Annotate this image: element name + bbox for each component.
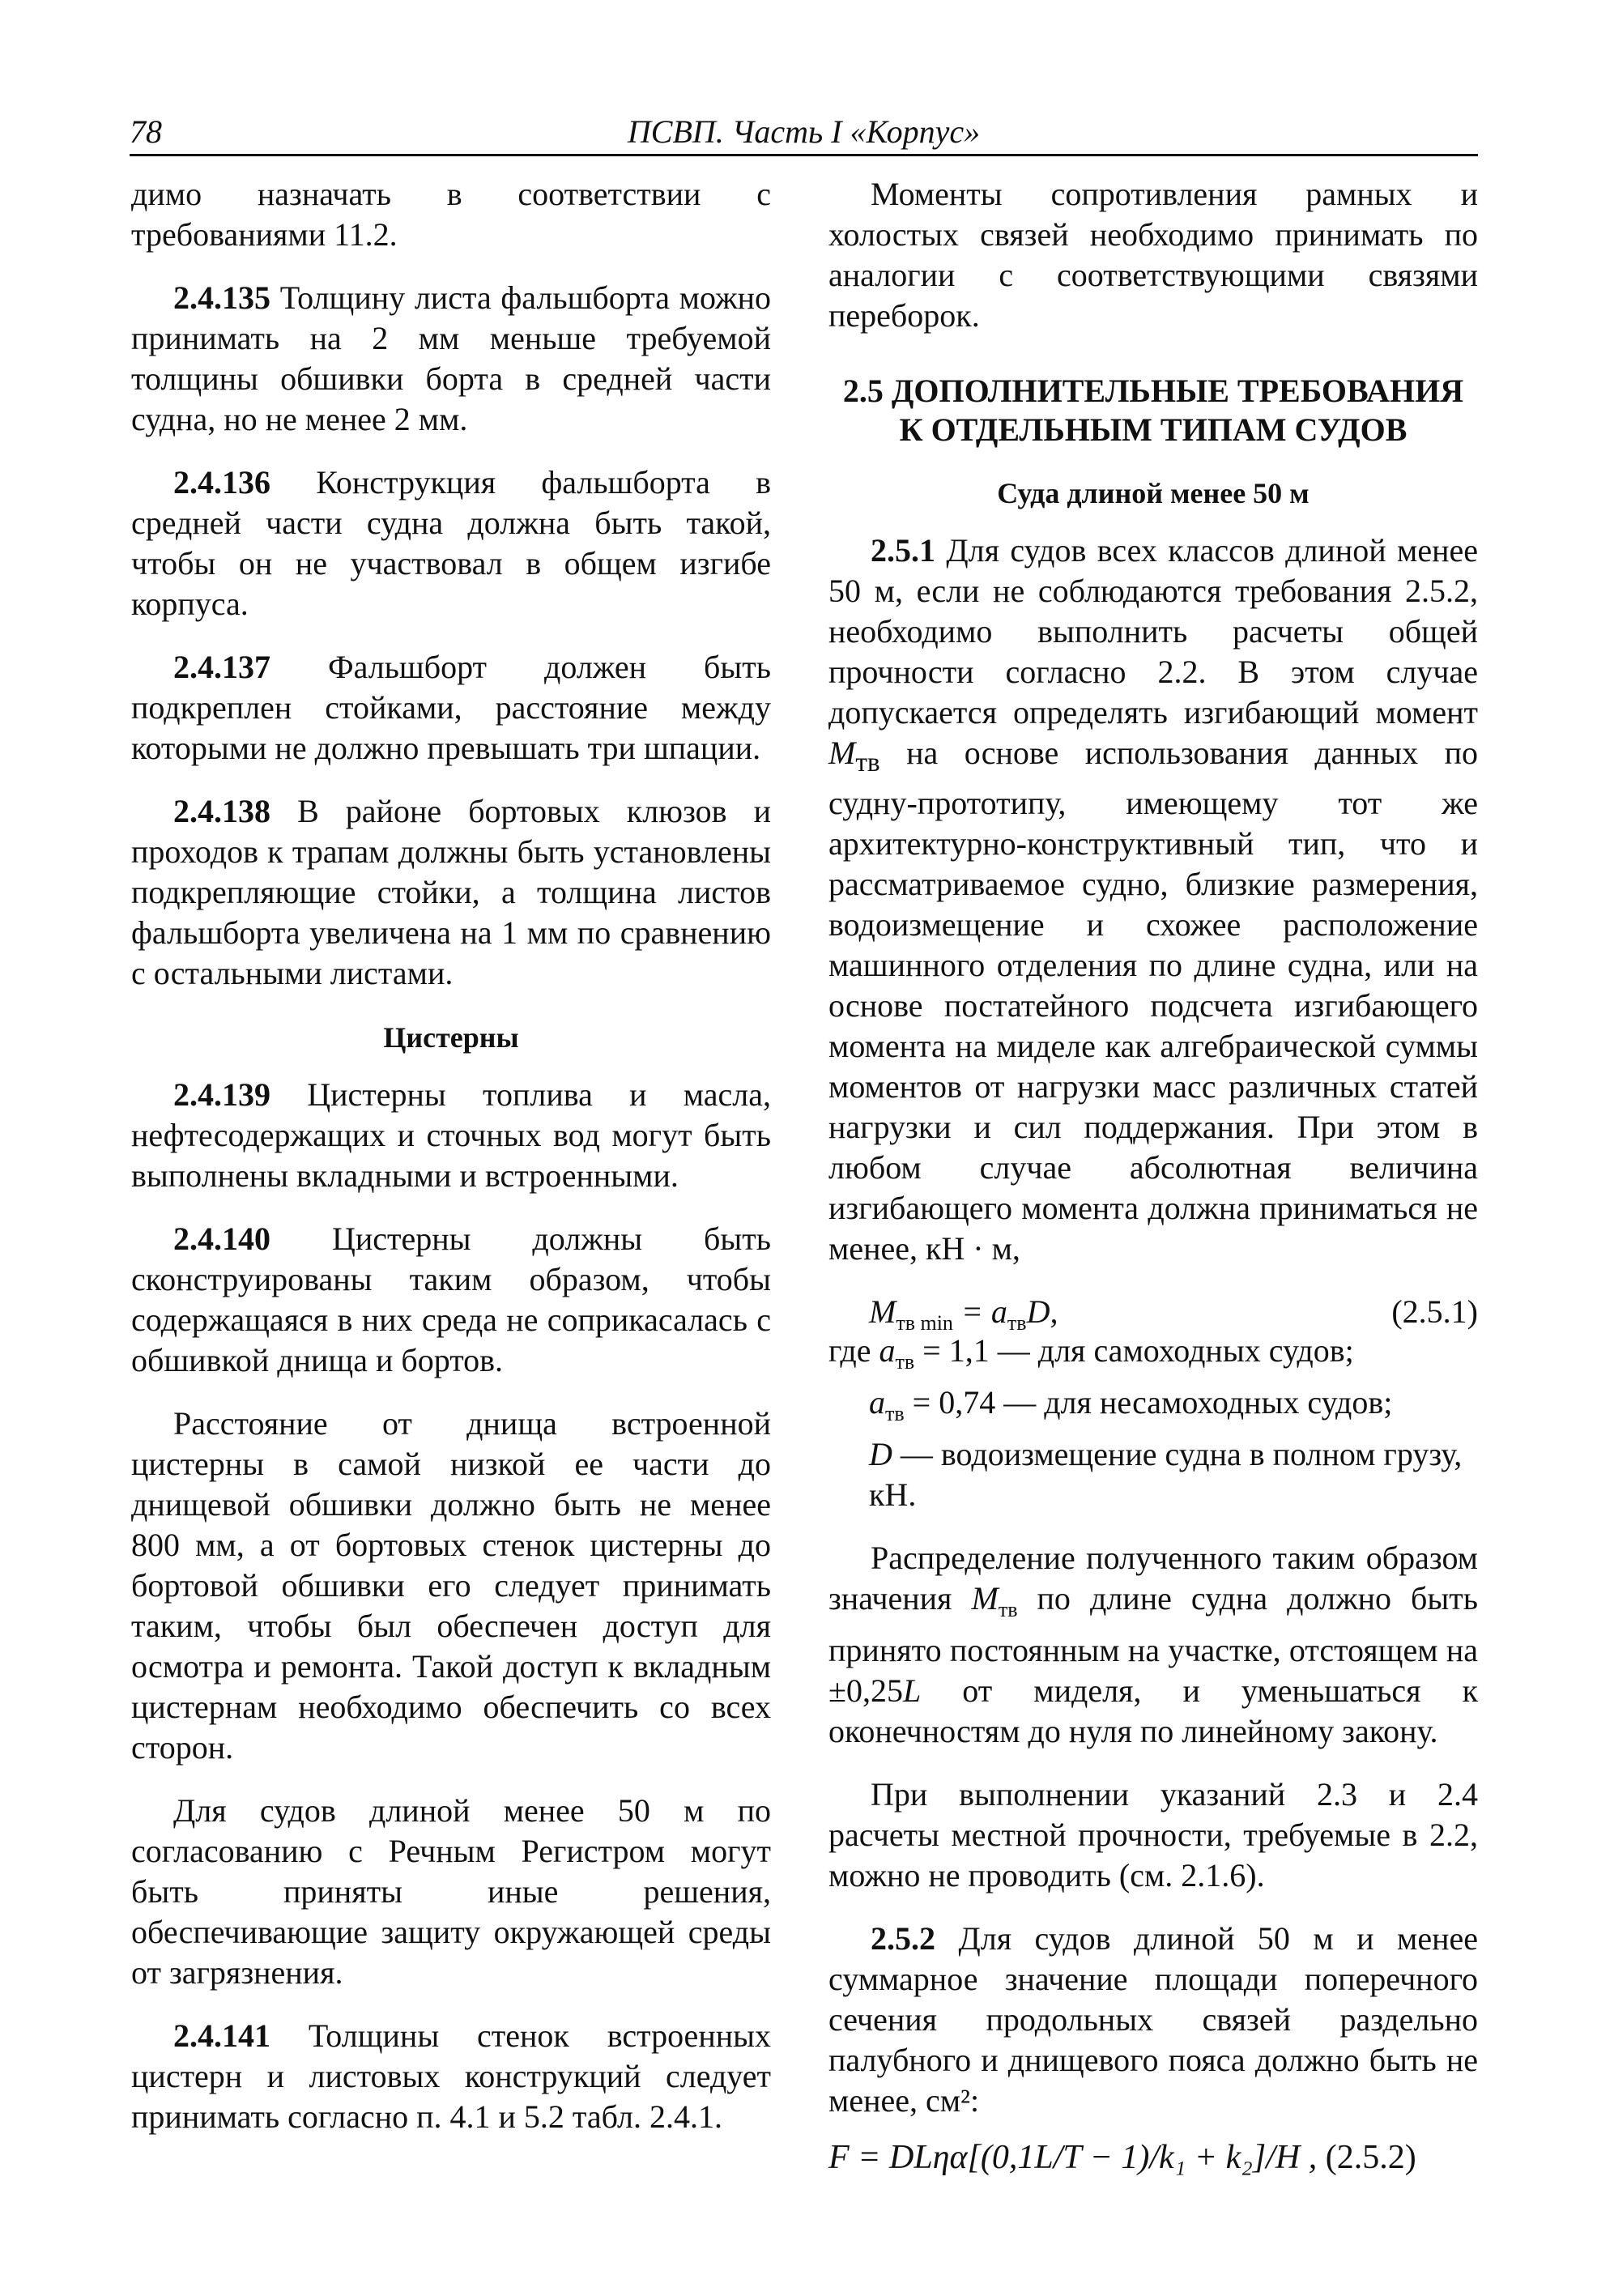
- clause-number: 2.4.135: [173, 279, 270, 316]
- running-title: ПСВП. Часть I «Корпус»: [627, 113, 981, 150]
- clause-number: 2.4.140: [173, 1220, 270, 1257]
- paragraph-2-4-136: 2.4.136 Конструкция фальшборта в средней части судна должна быть такой, чтобы он не участвовал в общем изгибе корпуса.: [131, 464, 771, 622]
- formula-2-5-1: $M_{тв min} = a_{тв}D$, (2.5.1): [869, 1293, 1478, 1335]
- clause-number: 2.4.139: [173, 1076, 270, 1113]
- paragraph-continuation-right: Моменты сопротивления рамных и холостых связей необходимо принимать по аналогии с соответствующими связями переборок.: [828, 176, 1478, 334]
- page-header: [130, 107, 1478, 156]
- clause-number: 2.4.136: [173, 464, 270, 501]
- where-line-2: $a_{тв} = 0,74$ — для несамоходных судов;: [869, 1384, 1393, 1425]
- subheading-small-vessels: Суда длиной менее 50 м: [997, 477, 1310, 509]
- paragraph-distribution: Распределение полученного таким образом значения $M_{тв}$ по длине судна должно быть принято постоянным на участке, отстоящем на ±0,25L от миделя, и уменьшаться к оконечностям до нуля по линейному закону.: [828, 1540, 1478, 1749]
- paragraph-2-4-135: 2.4.135 Толщину листа фальшборта можно принимать на 2 мм меньше требуемой толщины обшивки борта в средней части судна, но не менее 2 мм.: [131, 279, 771, 437]
- paragraph-2-5-1: 2.5.1 Для судов всех классов длиной менее 50 м, если не соблюдаются требования 2.5.2, необходимо выполнить расчеты общей прочности согласно 2.2. В этом случае допускается определять изгибающий момент $M_{тв}$ на основе использования данных по судну-прототипу, имеющему тот же архитектурно-конструктивный тип, что и рассматриваемое судно, близкие размерения, водоизмещение и схожее расположение машинного отделения по длине судна, или на основе постатейного подсчета изгибающего момента на миделе как алгебраической суммы моментов от нагрузки масс различных статей нагрузки и сил поддержания. При этом в любом случае абсолютная величина изгибающего момента должна приниматься не менее, кН · м,: [828, 532, 1479, 1267]
- paragraph-2-4-140-b: Для судов длиной менее 50 м по согласованию с Речным Регистром могут быть приняты иные решения, обеспечивающие защиту окружающей среды от загрязнения.: [131, 1792, 771, 1991]
- right-column: [828, 174, 1478, 2178]
- clause-number: 2.4.141: [173, 2017, 270, 2054]
- clause-number: 2.4.138: [173, 793, 270, 829]
- paragraph-2-4-140-a: Расстояние от днища встроенной цистерны в самой низкой ее части до днищевой обшивки должно быть не менее 800 мм, а от бортовых стенок цистерны до бортовой обшивки его следует принимать таким, чтобы был обеспечен доступ для осмотра и ремонта. Такой доступ к вкладным цистернам необходимо обеспечить со всех сторон.: [131, 1405, 771, 1766]
- formula-number: (2.5.2): [1325, 2139, 1416, 2176]
- clause-number: 2.4.137: [173, 649, 270, 685]
- paragraph-continuation: димо назначать в соответствии с требованиями 11.2.: [131, 176, 771, 253]
- page-number: 78: [130, 113, 162, 150]
- paragraph-2-4-140: 2.4.140 Цистерны должны быть сконструированы таким образом, чтобы содержащаяся в них среда не соприкасалась с обшивкой днища и бортов.: [131, 1220, 772, 1378]
- paragraph-2-4-137: 2.4.137 Фальшборт должен быть подкреплен стойками, расстояние между которыми не должно превышать три шпации.: [131, 649, 771, 766]
- paragraph-local-strength: При выполнении указаний 2.3 и 2.4 расчеты местной прочности, требуемые в 2.2, можно не проводить (см. 2.1.6).: [828, 1776, 1478, 1893]
- paragraph-2-4-141: 2.4.141 Толщины стенок встроенных цистерн и листовых конструкций следует принимать согласно п. 4.1 и 5.2 табл. 2.4.1.: [131, 2017, 772, 2135]
- formula-2-5-2: F = DLηα[(0,1L/T − 1)/k₁ + k₂]/H , (2.5.2): [828, 2139, 1416, 2176]
- section-title: 2.5 ДОПОЛНИТЕЛЬНЫЕ ТРЕБОВАНИЯ К ОТДЕЛЬНЫМ ТИПАМ СУДОВ: [842, 373, 1464, 448]
- heading-tanks: Цистерны: [383, 1021, 519, 1054]
- paragraph-2-4-139: 2.4.139 Цистерны топлива и масла, нефтесодержащих и сточных вод могут быть выполнены вкладными и встроенными.: [131, 1076, 771, 1194]
- formula-number: (2.5.1): [1391, 1293, 1478, 1330]
- clause-number: 2.5.1: [871, 532, 935, 569]
- clause-number: 2.5.2: [871, 1920, 935, 1957]
- left-column: [131, 174, 771, 2160]
- where-line-1: где $a_{тв} = 1,1$ — для самоходных судов;: [828, 1332, 1354, 1374]
- where-line-3: D — водоизмещение судна в полном грузу, кН.: [869, 1436, 1463, 1513]
- paragraph-2-4-138: 2.4.138 В районе бортовых клюзов и проходов к трапам должны быть установлены подкрепляющие стойки, а толщина листов фальшборта увеличена на 1 мм по сравнению с остальными листами.: [131, 793, 771, 991]
- paragraph-2-5-2: 2.5.2 Для судов длиной 50 м и менее суммарное значение площади поперечного сечения продольных связей раздельно палубного и днищевого пояса должно быть не менее, см²:: [828, 1920, 1478, 2119]
